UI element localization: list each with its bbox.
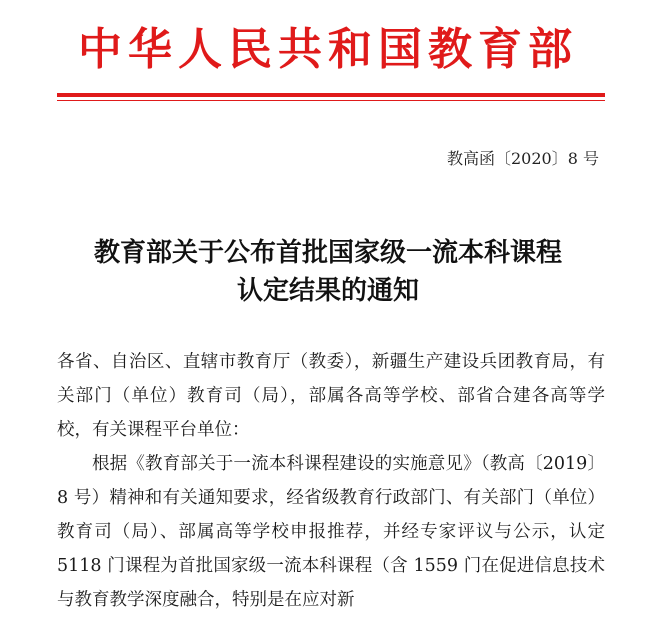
letterhead-title: 中华人民共和国教育部 xyxy=(78,24,578,75)
document-title-line-2: 认定结果的通知 xyxy=(236,276,419,306)
document-body xyxy=(57,345,605,617)
body-paragraph: 根据《教育部关于一流本科课程建设的实施意见》（教高〔2019〕8 号）精神和有关通知要求，经省级教育行政部门、有关部门（单位）教育司（局）、部属高等学校申报推荐，并经专家评议与公示，认定 5118 门课程为首批国家级一流本科课程（含 1559 门在促进信息技术与教育教学深度融合，特别是在应对新 xyxy=(57,454,605,610)
document-number: 教高函〔2020〕8 号 xyxy=(447,149,599,168)
letterhead-rule-thin xyxy=(57,100,605,101)
letterhead-rule-thick xyxy=(57,93,605,97)
document-title-line-1: 教育部关于公布首批国家级一流本科课程 xyxy=(93,238,562,268)
addressee-paragraph: 各省、自治区、直辖市教育厅（教委），新疆生产建设兵团教育局，有关部门（单位）教育司（局），部属各高等学校、部省合建各高等学校，有关课程平台单位： xyxy=(57,352,605,440)
